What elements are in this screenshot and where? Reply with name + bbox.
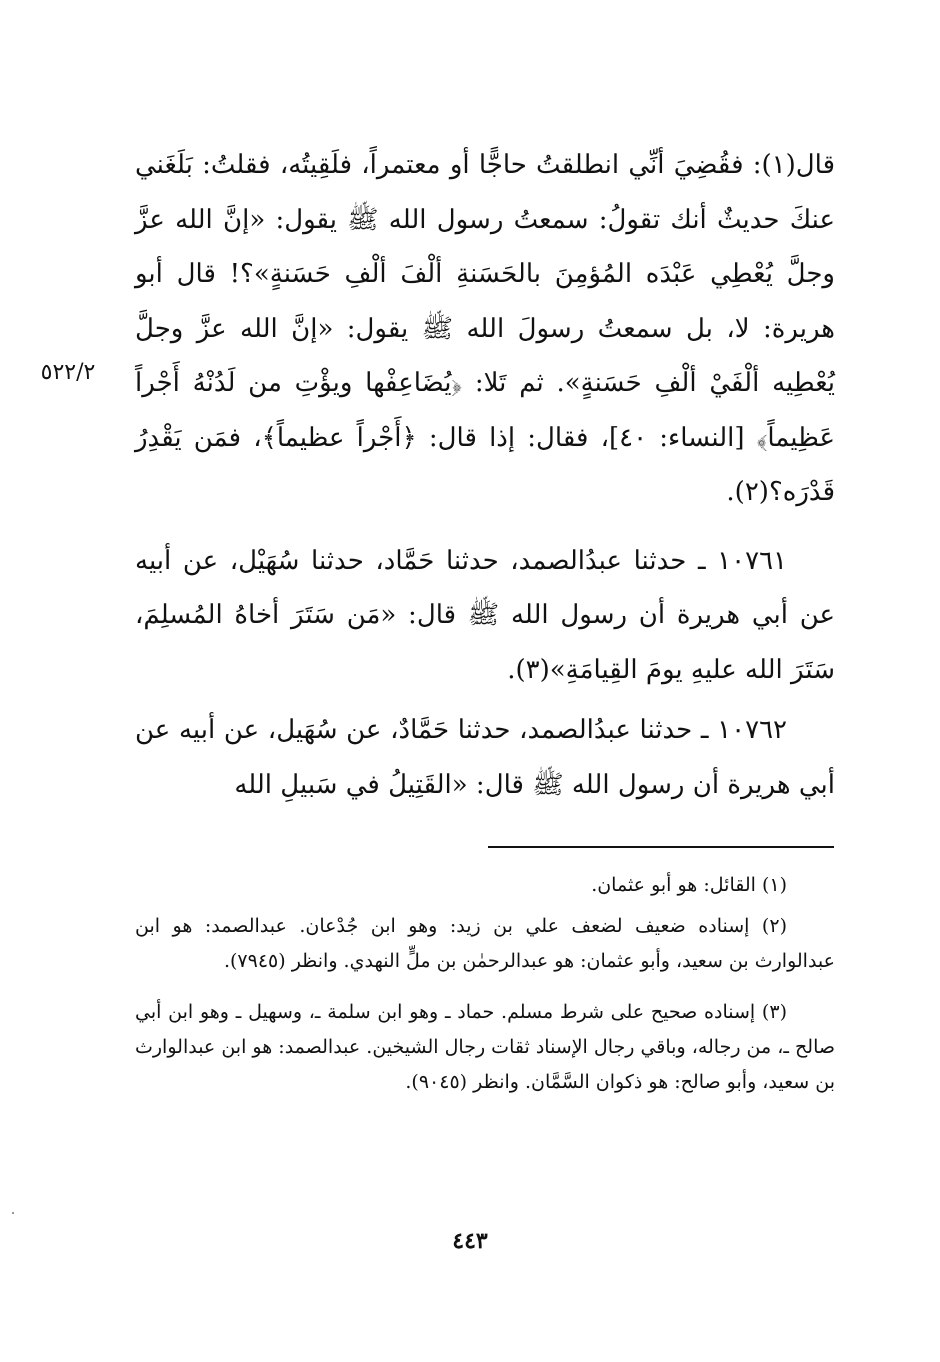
footnote-1: (١) القائل: هو أبو عثمان.	[591, 874, 787, 896]
hadith-10761: ١٠٧٦١ ـ حدثنا عبدُالصمد، حدثنا حَمَّاد، حدثنا سُهَيْل، عن أبيه عن أبي هريرة أن رسول الله ﷺ قال: «مَن سَتَرَ أخاهُ المُسلِمَ، سَتَرَ الله عليهِ يومَ القِيامَةِ»(٣).	[135, 545, 835, 685]
scan-speck	[12, 1212, 14, 1214]
footnotes	[135, 868, 835, 1100]
footnote-separator	[488, 846, 834, 848]
body-paragraph: قال(١): فقُضِيَ أنِّي انطلقتُ حاجًّا أو معتمراً، فلَقِيتُه، فقلتُ: بَلَغَني عنكَ حديثٌ أنك تقولُ: سمعتُ رسول الله ﷺ يقول: «إنَّ الله عزَّ وجلَّ يُعْطِي عَبْدَه المُؤمِنَ بالحَسَنةِ ألْفَ ألْفِ حَسَنةٍ»؟! قال أبو هريرة: لا، بل سمعتُ رسولَ الله ﷺ يقول: «إنَّ الله عزَّ وجلَّ يُعْطِيه ألْفَيْ ألْفِ حَسَنةٍ». ثم تَلا: ﴿يُضَاعِفْها ويؤْتِ من لَدُنْهُ أَجْراً عَظِيماً﴾ [النساء: ٤٠]، فقال: إذا قال: ﴿أَجْراً عظيماً﴾، فمَن يَقْدِرُ قَدْرَه؟(٢).	[135, 150, 835, 507]
footnote-3: (٣) إسناده صحيح على شرط مسلم. حماد ـ وهو ابن سلمة ـ، وسهيل ـ وهو ابن أبي صالح ـ، من رجاله، وباقي رجال الإسناد ثقات رجال الشيخين. عبدالصمد: هو ابن عبدالوارث بن سعيد، وأبو صالح: هو ذكوان السَّمَّان. وانظر (٩٠٤٥).	[135, 1001, 835, 1093]
margin-reference: ٥٢٢/٢	[40, 360, 96, 385]
page-number: ٤٤٣	[452, 1228, 488, 1254]
hadith-10762: ١٠٧٦٢ ـ حدثنا عبدُالصمد، حدثنا حَمَّادٌ، عن سُهَيل، عن أبيه عن أبي هريرة أن رسول الله ﷺ قال: «القَتِيلُ في سَبيلِ الله	[135, 715, 835, 800]
main-text	[135, 138, 835, 812]
footnote-2: (٢) إسناده ضعيف لضعف علي بن زيد: وهو ابن جُدْعان. عبدالصمد: هو ابن عبدالوارث بن سعيد، وأبو عثمان: هو عبدالرحمٰن بن ملٍّ النهدي. وانظر (٧٩٤٥).	[135, 915, 835, 972]
